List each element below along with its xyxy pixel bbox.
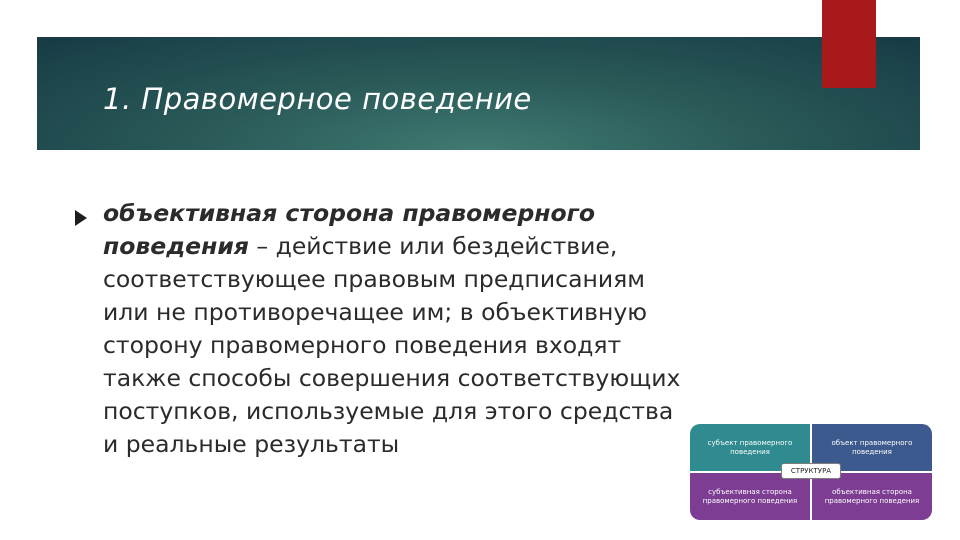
bullet-definition: – действие или бездействие, соответствующее правовым предписаниям или не противоречащее им; в объективную сторону правомерного поведения входят также способы совершения соответствующих поступков, используемые для этого средства и реальные результаты <box>103 232 681 458</box>
slide-title: 1. Правомерное поведение <box>103 82 532 116</box>
bullet-arrow-icon <box>75 210 87 226</box>
diagram-center-label: СТРУКТУРА <box>781 463 841 479</box>
bullet-term: объективная сторона правомерного поведения <box>103 199 596 260</box>
diagram-top-right: объект правомерного поведения <box>812 424 932 471</box>
diagram-bottom-right: объективная сторона правомерного поведения <box>812 473 932 520</box>
structure-diagram <box>690 424 932 520</box>
accent-bar <box>822 0 876 88</box>
diagram-top-left: субъект правомерного поведения <box>690 424 810 471</box>
bullet-text <box>103 197 693 461</box>
diagram-bottom-left: субъективная сторона правомерного поведения <box>690 473 810 520</box>
